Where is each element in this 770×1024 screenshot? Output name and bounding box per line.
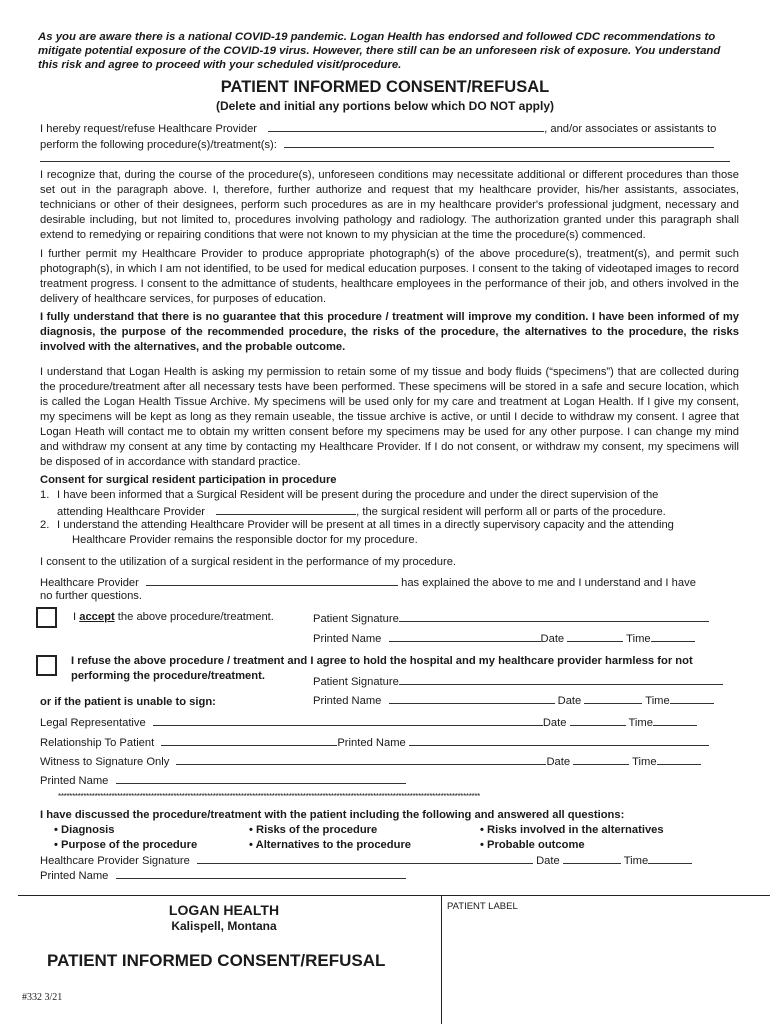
bullet-risks: • Risks of the procedure (249, 823, 377, 838)
explained-text: has explained the above to me and I understand and I have (401, 577, 696, 589)
printed-name-label: Printed Name (337, 737, 406, 749)
date-field[interactable] (570, 714, 626, 726)
date-field[interactable] (573, 753, 629, 765)
explained-label: Healthcare Provider (40, 577, 139, 589)
resident-item-2: I understand the attending Healthcare Provider will be present at all times in a directly supervisory capacity and the attending (57, 519, 674, 531)
explained-line-2: no further questions. (40, 590, 142, 602)
accept-checkbox[interactable] (36, 607, 57, 628)
accept-text-pre: I (73, 611, 77, 623)
bullet-risks-alternatives: • Risks involved in the alternatives (480, 823, 664, 838)
bullet-alternatives: • Alternatives to the procedure (249, 838, 411, 853)
explained-line (40, 574, 740, 591)
page-title: PATIENT INFORMED CONSENT/REFUSAL (220, 78, 550, 96)
resident-item-1-text-end: , the surgical resident will perform all or parts of the procedure. (356, 506, 666, 518)
procedure-label: perform the following procedure(s)/treatment(s): (40, 139, 277, 151)
accept-text (73, 610, 274, 625)
patient-signature-field[interactable] (399, 610, 709, 622)
relationship-field[interactable] (161, 734, 337, 746)
healthcare-provider-field[interactable] (268, 120, 544, 132)
date-field[interactable] (567, 630, 623, 642)
accept-signature-row (313, 610, 723, 627)
time-label: Time (645, 695, 670, 707)
date-field[interactable] (584, 692, 642, 704)
provider-printed-row (40, 867, 740, 884)
time-field[interactable] (648, 852, 692, 864)
time-label: Time (628, 717, 653, 729)
paragraph-photographs: I further permit my Healthcare Provider to produce appropriate photograph(s) of the above procedure(s), treatment(s), and permit such photograph(s), in which I am not identified, to be used for medical education purposes. I consent to the taking of videotaped images to record treatment progress. I consent to the admittance of students, healthcare employees in the performance of their job, and others involved in the delivery of healthcare services, for purposes of education. (40, 248, 739, 305)
date-label: Date (536, 855, 560, 867)
relationship-label: Relationship To Patient (40, 737, 155, 749)
form-title: PATIENT INFORMED CONSENT/REFUSAL (47, 951, 386, 970)
form-number: #332 3/21 (22, 992, 63, 1003)
refuse-text-line-2: performing the procedure/treatment. (71, 670, 265, 682)
resident-item-1-num: 1. (40, 489, 50, 501)
date-field[interactable] (563, 852, 621, 864)
time-field[interactable] (670, 692, 714, 704)
separator-stars: ****************************************************************************************************************************************************** (58, 792, 480, 801)
accept-printed-row (313, 630, 733, 647)
procedure-field-line-2[interactable] (40, 150, 730, 162)
accept-text-post: the above procedure/treatment. (117, 611, 274, 623)
patient-signature-label: Patient Signature (313, 676, 399, 688)
witness-field[interactable] (176, 753, 546, 765)
request-text: I hereby request/refuse Healthcare Provider (40, 123, 258, 135)
refuse-text: I refuse the above procedure / treatment and I agree to hold the hospital and my healthcare provider harmless for not (71, 655, 693, 667)
request-line-1 (40, 120, 740, 137)
covid-notice: As you are aware there is a national COVID-19 pandemic. Logan Health has endorsed and followed CDC recommendations to mitigate potential exposure of the COVID-19 virus. However, there still can be an unforeseen risk of exposure. You understand this risk and agree to proceed with your scheduled visit/procedure. (38, 31, 721, 71)
time-label: Time (626, 633, 651, 645)
procedure-field[interactable] (284, 136, 714, 148)
resident-item-2-num: 2. (40, 519, 50, 531)
paragraph-no-guarantee: I fully understand that there is no guarantee that this procedure / treatment will improve my condition. I have been informed of my diagnosis, the purpose of the recommended procedure, the risks of the procedure, the alternatives to the procedure, the risks involved with the alternatives, and the probable outcome. (40, 311, 739, 353)
printed-name-label: Printed Name (40, 775, 109, 787)
resident-heading: Consent for surgical resident participation in procedure (40, 474, 337, 486)
time-label: Time (632, 756, 657, 768)
attending-provider-field[interactable] (216, 503, 356, 515)
printed-name-field[interactable] (116, 867, 406, 879)
date-label: Date (542, 717, 567, 729)
printed-name-label: Printed Name (313, 695, 382, 707)
refuse-checkbox[interactable] (36, 655, 57, 676)
bullet-outcome: • Probable outcome (480, 838, 585, 853)
date-label: Date (540, 633, 565, 645)
resident-item-2-line-2: Healthcare Provider remains the responsible doctor for my procedure. (72, 534, 418, 546)
patient-signature-field[interactable] (399, 673, 723, 685)
provider-signature-field[interactable] (197, 852, 533, 864)
paragraph-specimens: I understand that Logan Health is asking my permission to retain some of my tissue and body fluids (“specimens”) that are collected during the procedure/treatment after all necessary tests have been performed. These specimens will be stored in a safe and secure location, which is called the Logan Health Tissue Archive. My specimens will be used only for my care and treatment at Logan Health. If I give my consent, my specimens will be kept as long as they remain useable, the tissue archive is active, or until I decide to withdraw my consent. I agree that Logan Heath will contact me to obtain my written consent before my specimens may be used for any other purpose. I can change my mind and withdraw my consent at any time by contacting my Healthcare Provider. If I do not consent, or withdraw my consent, my specimens will be disposed of in accordance with standard practice. (40, 366, 739, 468)
witness-label: Witness to Signature Only (40, 756, 170, 768)
request-text-end: , and/or associates or assistants to (544, 123, 717, 135)
patient-label: PATIENT LABEL (447, 901, 518, 912)
unable-to-sign: or if the patient is unable to sign: (40, 696, 216, 708)
printed-name-label: Printed Name (313, 633, 382, 645)
patient-signature-label: Patient Signature (313, 613, 399, 625)
time-field[interactable] (653, 714, 697, 726)
bullet-purpose: • Purpose of the procedure (54, 838, 197, 853)
accept-word: accept (79, 611, 115, 623)
date-label: Date (546, 756, 571, 768)
printed-name-field[interactable] (389, 692, 555, 704)
discussion-heading: I have discussed the procedure/treatment with the patient including the following and answered all questions: (40, 809, 625, 821)
resident-item-1: I have been informed that a Surgical Resident will be present during the procedure and under the direct supervision of the (57, 489, 659, 501)
printed-name-field[interactable] (389, 630, 541, 642)
footer-divider (18, 895, 770, 896)
time-field[interactable] (657, 753, 701, 765)
legal-representative-row (40, 714, 740, 731)
page-subtitle: (Delete and initial any portions below which DO NOT apply) (215, 99, 555, 113)
relationship-row (40, 734, 740, 751)
bullet-diagnosis: • Diagnosis (54, 823, 115, 838)
refuse-signature-row (313, 673, 733, 690)
printed-name-field[interactable] (409, 734, 709, 746)
org-name: LOGAN HEALTH (168, 902, 280, 918)
resident-consent: I consent to the utilization of a surgical resident in the performance of my procedure. (40, 556, 457, 568)
witness-row (40, 753, 740, 770)
legal-representative-label: Legal Representative (40, 717, 146, 729)
date-label: Date (557, 695, 582, 707)
time-label: Time (623, 855, 649, 867)
refuse-printed-row (313, 692, 733, 709)
paragraph-unforeseen: I recognize that, during the course of the procedure(s), unforeseen conditions may necessitate additional or different procedures than those set out in the paragraph above. I, therefore, further authorize and request that my healthcare provider, his/her assistants, associates, technicians or other of their designees, perform such procedures as are in my healthcare provider's professional judgment, necessary and desirable including, but not limited to, procedures involving pathology and radiology. The authorization granted under this paragraph shall extend to remedying or repairing conditions that were not known to my physician at the time the procedure(s) commenced. (40, 169, 739, 241)
org-location: Kalispell, Montana (171, 919, 277, 933)
resident-item-1-text: attending Healthcare Provider (57, 506, 206, 518)
provider-signature-label: Healthcare Provider Signature (40, 855, 190, 867)
printed-name-label: Printed Name (40, 870, 109, 882)
time-field[interactable] (651, 630, 695, 642)
printed-name-field[interactable] (116, 772, 406, 784)
explaining-provider-field[interactable] (146, 574, 398, 586)
legal-representative-field[interactable] (153, 714, 543, 726)
witness-printed-row (40, 772, 740, 789)
